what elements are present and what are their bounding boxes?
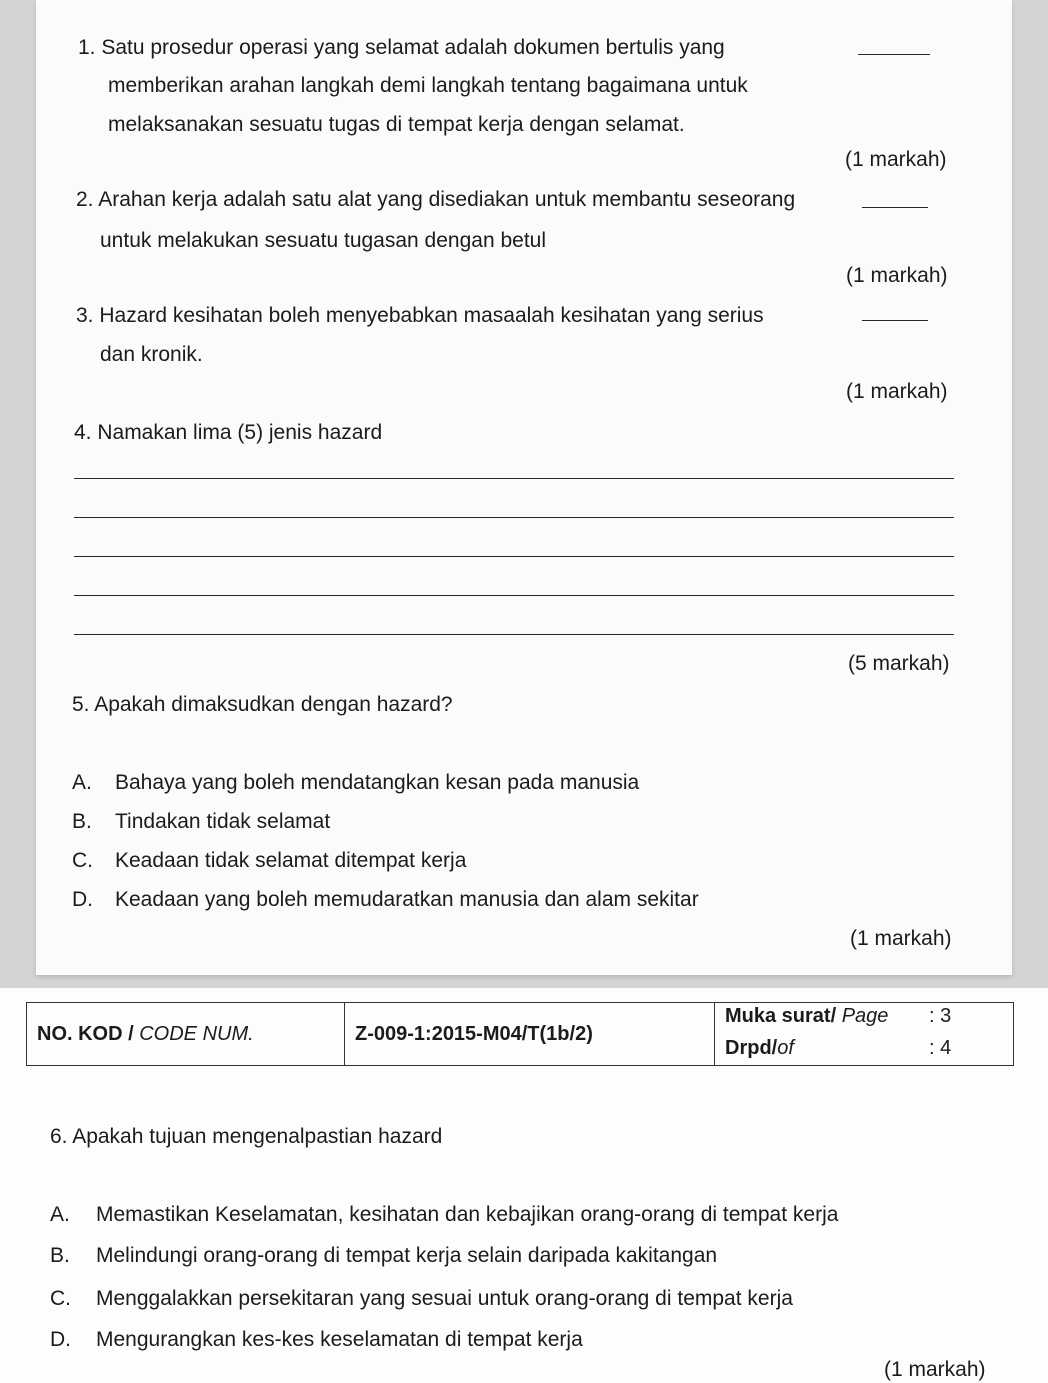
of-label: Drpd/of [725,1037,794,1059]
q4-question: 4. Namakan lima (5) jenis hazard [74,421,383,444]
q2-line-1: 2. Arahan kerja adalah satu alat yang disediakan untuk membantu seseorang [76,188,796,211]
q5-option-a-text: Bahaya yang boleh mendatangkan kesan pada manusia [115,771,640,794]
page-label: Muka surat/ Page [725,1005,889,1027]
code-label: NO. KOD / CODE NUM. [37,1023,254,1045]
q3-line-1: 3. Hazard kesihatan boleh menyebabkan masaalah kesihatan yang serius [76,304,764,327]
q2-line-2: untuk melakukan sesuatu tugasan dengan betul [100,229,546,252]
q6-option-b-text: Melindungi orang-orang di tempat kerja selain daripada kakitangan [96,1244,718,1267]
q6-option-a-text: Memastikan Keselamatan, kesihatan dan kebajikan orang-orang di tempat kerja [96,1203,839,1226]
q3-line-2: dan kronik. [100,343,203,366]
q6-option-b[interactable] [50,1244,718,1267]
q5-option-b-letter: B. [72,810,92,833]
q6-option-d-letter: D. [50,1328,71,1351]
q5-option-c-letter: C. [72,849,93,872]
q5-option-d-letter: D. [72,888,93,911]
q2-marks: (1 markah) [846,264,948,287]
q5-option-a[interactable] [72,771,640,794]
exam-page-1 [36,0,1012,975]
q6-question: 6. Apakah tujuan mengenalpastian hazard [50,1125,443,1148]
q3-answer-blank[interactable] [862,320,928,321]
q4-answer-line-4[interactable] [74,595,954,596]
document-header-table [26,1002,1014,1066]
q5-marks: (1 markah) [850,927,952,950]
code-label-cell [27,1003,345,1065]
q2-answer-blank[interactable] [862,207,928,208]
code-value: Z-009-1:2015-M04/T(1b/2) [355,1023,593,1045]
page-info-cell [715,1003,1013,1065]
q5-option-a-letter: A. [72,771,92,794]
q5-option-d[interactable] [72,888,699,911]
q6-option-d[interactable] [50,1328,583,1351]
q6-option-a-letter: A. [50,1203,70,1226]
q6-option-c[interactable] [50,1287,793,1310]
q5-question: 5. Apakah dimaksudkan dengan hazard? [72,693,453,716]
q1-line-3: melaksanakan sesuatu tugas di tempat kerja dengan selamat. [108,113,685,136]
q4-answer-line-1[interactable] [74,478,954,479]
q6-marks: (1 markah) [884,1358,986,1381]
q6-option-c-text: Menggalakkan persekitaran yang sesuai untuk orang-orang di tempat kerja [96,1287,793,1310]
q5-option-b-text: Tindakan tidak selamat [115,810,331,833]
q3-marks: (1 markah) [846,380,948,403]
code-value-cell [345,1003,715,1065]
q6-option-d-text: Mengurangkan kes-kes keselamatan di tempat kerja [96,1328,583,1351]
q6-option-c-letter: C. [50,1287,71,1310]
of-value: : 4 [929,1037,952,1059]
q5-option-c-text: Keadaan tidak selamat ditempat kerja [115,849,467,872]
q1-line-2: memberikan arahan langkah demi langkah tentang bagaimana untuk [108,74,748,97]
q5-option-b[interactable] [72,810,331,833]
q6-option-a[interactable] [50,1203,839,1226]
q1-marks: (1 markah) [845,148,947,171]
q5-option-c[interactable] [72,849,467,872]
q5-option-d-text: Keadaan yang boleh memudaratkan manusia dan alam sekitar [115,888,699,911]
q4-marks: (5 markah) [848,652,950,675]
q4-answer-line-3[interactable] [74,556,954,557]
q1-line-1: 1. Satu prosedur operasi yang selamat adalah dokumen bertulis yang [78,36,725,59]
q1-answer-blank[interactable] [858,54,930,55]
q6-option-b-letter: B. [50,1244,70,1267]
exam-page-2 [0,988,1048,1383]
page-value: : 3 [929,1005,952,1027]
q4-answer-line-2[interactable] [74,517,954,518]
q4-answer-line-5[interactable] [74,634,954,635]
